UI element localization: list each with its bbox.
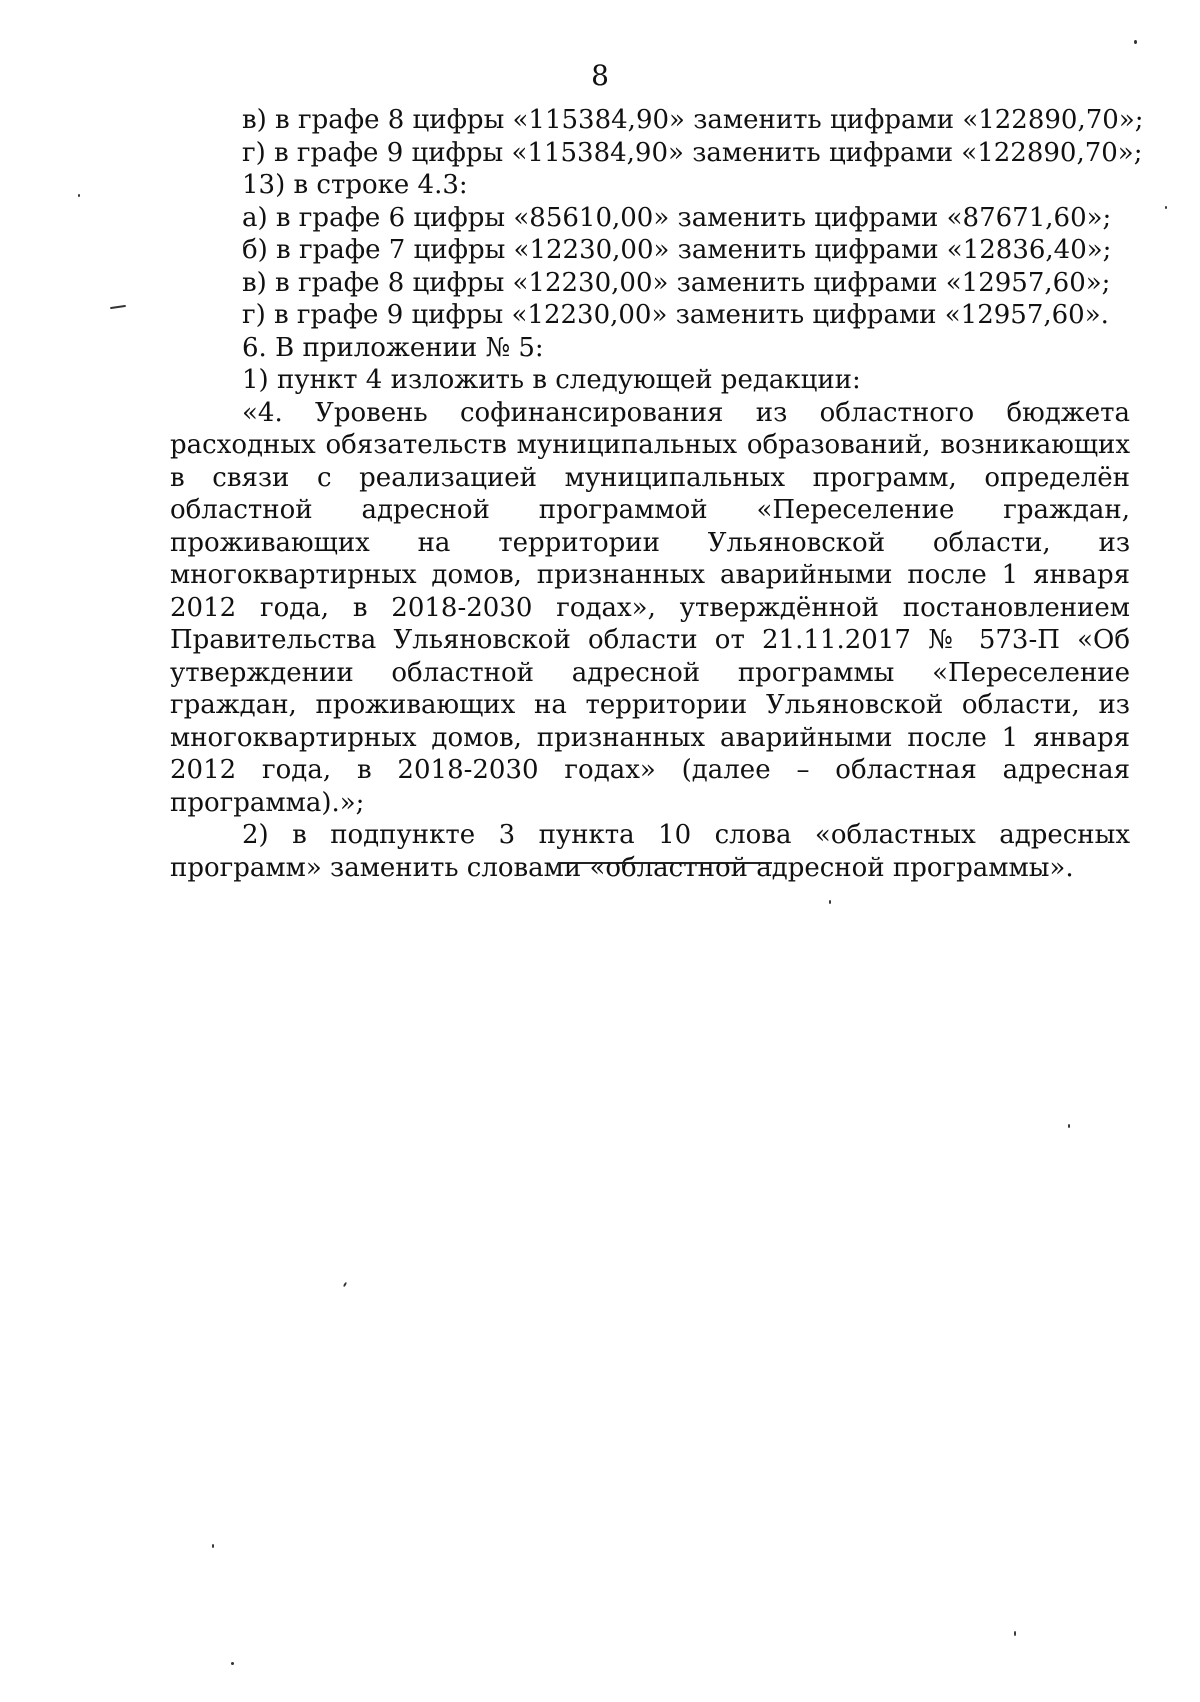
scan-speck (1014, 1631, 1016, 1636)
amendment-line-7: г) в графе 9 цифры «12230,00» заменить цифрами «12957,60». (242, 300, 1109, 330)
amendment-line-2: г) в графе 9 цифры «115384,90» заменить цифрами «122890,70»; (242, 137, 1143, 168)
scan-speck (829, 900, 831, 904)
appendix-heading: 6. В приложении № 5: (242, 332, 544, 363)
page-number: 8 (591, 59, 609, 92)
amendment-line-1: в) в графе 8 цифры «115384,90» заменить цифрами «122890,70»; (242, 105, 1144, 135)
scan-speck (212, 1544, 214, 1548)
document-body (170, 104, 1144, 884)
scan-speck (110, 305, 126, 309)
scan-speck (1068, 1124, 1070, 1128)
final-paragraph: 2) в подпункте 3 пункта 10 слова «областных адресных программ» заменить словами «областной адресной программы». (170, 820, 1130, 883)
quoted-paragraph: «4. Уровень софинансирования из областного бюджета расходных обязательств муниципальных образований, возникающих в связи с реализацией муниципальных программ, определён областной адресной программой «Переселение граждан, проживающих на территории Ульяновской области, из многоквартирных домов, признанных аварийными после 1 января 2012 года, в 2018-2030 годах», утверждённой постановлением Правительства Ульяновской области от 21.11.2017 № 573-П «Об утверждении областной адресной программы «Переселение граждан, проживающих на территории Ульяновской области, из многоквартирных домов, признанных аварийными после 1 января 2012 года, в 2018-2030 годах» (далее – областная адресная программа).»; (170, 397, 1130, 818)
amendment-line-9: 1) пункт 4 изложить в следующей редакции: (242, 365, 861, 395)
scan-speck (78, 194, 80, 197)
amendment-line-4: а) в графе 6 цифры «85610,00» заменить цифрами «87671,60»; (242, 202, 1112, 233)
amendment-line-3: 13) в строке 4.3: (242, 170, 468, 200)
amendment-line-5: б) в графе 7 цифры «12230,00» заменить цифрами «12836,40»; (242, 235, 1112, 265)
scan-speck (1165, 206, 1167, 209)
scan-speck (1134, 40, 1137, 44)
scan-speck (343, 1282, 347, 1287)
end-rule (558, 862, 772, 864)
amendment-line-6: в) в графе 8 цифры «12230,00» заменить цифрами «12957,60»; (242, 267, 1111, 298)
scan-speck (231, 1662, 234, 1665)
